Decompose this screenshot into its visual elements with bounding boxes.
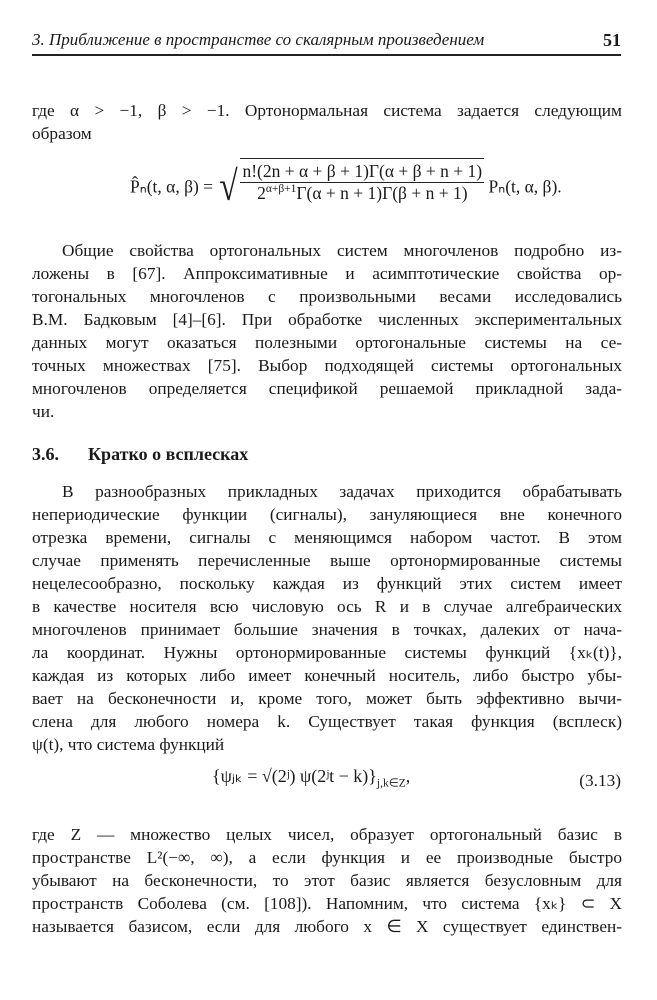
text-line: многочленов определяется спецификой решаемой прикладной зада- <box>32 379 622 398</box>
formula-lhs: P̂ₙ(t, α, β) = <box>130 176 214 197</box>
fraction <box>240 161 484 204</box>
text-line: ложены в [67]. Аппроксимативные и асимптотические свойства ор- <box>32 264 622 283</box>
text-line: вает на бесконечности и, кроме того, может быть эффективно вычи- <box>32 689 622 708</box>
text-line: чи. <box>32 402 55 421</box>
section-title: Кратко о всплесках <box>88 444 249 464</box>
paragraph-basis <box>32 823 622 938</box>
fraction-denominator <box>240 183 484 204</box>
formula-rhs: Pₙ(t, α, β). <box>488 176 562 197</box>
text-line: непериодические функции (сигналы), зануляющиеся вне конечного <box>32 505 622 524</box>
fraction-numerator: n!(2n + α + β + 1)Γ(α + β + n + 1) <box>242 161 483 181</box>
text-line: где α > −1, β > −1. Ортонормальная система задается следующим <box>32 101 622 120</box>
text-line: убывают на бесконечности, то этот базис является безусловным для <box>32 871 622 890</box>
header-rule <box>32 54 621 56</box>
formula-body: {ψⱼₖ = √(2ʲ) ψ(2ʲt − k)} <box>212 766 377 786</box>
text-line: Общие свойства ортогональных систем многочленов подробно из- <box>62 241 622 260</box>
text-line: отрезка времени, сигналы с меняющимся набором частот. В этом <box>32 528 622 547</box>
text-line: нецелесообразно, поскольку каждая из функций этих систем имеет <box>32 574 622 593</box>
text-line: пространстве L²(−∞, ∞), а если функция и ее производные быстро <box>32 848 622 867</box>
text-line: в качестве носителя всю числовую ось R и в случае алгебраических <box>32 597 622 616</box>
paragraph-intro <box>32 99 622 145</box>
paragraph-orthogonal-properties <box>32 239 622 423</box>
text-line: тогональных многочленов с произвольными весами исследовались <box>32 287 622 306</box>
text-line: каждая из которых либо имеет конечный носитель, либо быстро убы- <box>32 666 622 685</box>
section-number: 3.6. <box>32 444 59 464</box>
text-line: точных множествах [75]. Выбор подходящей системы ортогональных <box>32 356 622 375</box>
equation-number: (3.13) <box>579 771 621 790</box>
section-heading <box>32 444 248 465</box>
page-number: 51 <box>603 30 621 50</box>
normalized-polynomial-formula <box>130 158 562 216</box>
text-line: случае применять перечисленные выше ортонормированные системы <box>32 551 622 570</box>
text-line: ψ(t), что система функций <box>32 735 225 754</box>
wavelet-system-formula <box>212 766 410 790</box>
text-line: данных могут оказаться полезными ортогональные системы на се- <box>32 333 622 352</box>
text-line: В разнообразных прикладных задачах приходится обрабатывать <box>62 482 622 501</box>
text-line: В.М. Бадковым [4]–[6]. При обработке численных экспериментальных <box>32 310 622 329</box>
formula-trail: , <box>405 766 411 786</box>
text-line: многочленов принимает большие значения в точках, далеких от нача- <box>32 620 622 639</box>
formula-subscript: j,k∈Z <box>376 777 406 790</box>
square-root <box>217 158 484 216</box>
denominator-rest: Γ(α + n + 1)Γ(β + n + 1) <box>296 183 468 203</box>
text-line: называется базисом, если для любого x ∈ X существует единствен- <box>32 917 622 936</box>
text-line: образом <box>32 124 92 143</box>
denominator-base: 2 <box>257 183 266 203</box>
text-line: где Z — множество целых чисел, образует ортогональный базис в <box>32 825 622 844</box>
text-line: пространств Соболева (см. [108]). Напомним, что система {xₖ} ⊂ X <box>32 894 622 913</box>
radical-sign: √ <box>219 164 239 210</box>
running-head <box>32 30 621 56</box>
text-line: ла координат. Нужны ортонормированные системы функций {xₖ(t)}, <box>32 643 622 662</box>
running-head-title: 3. Приближение в пространстве со скалярным произведением <box>32 30 485 49</box>
text-line: слена для любого номера k. Существует такая функция (всплеск) <box>32 712 622 731</box>
denominator-exponent: α+β+1 <box>265 183 297 196</box>
paragraph-wavelets <box>32 480 622 756</box>
